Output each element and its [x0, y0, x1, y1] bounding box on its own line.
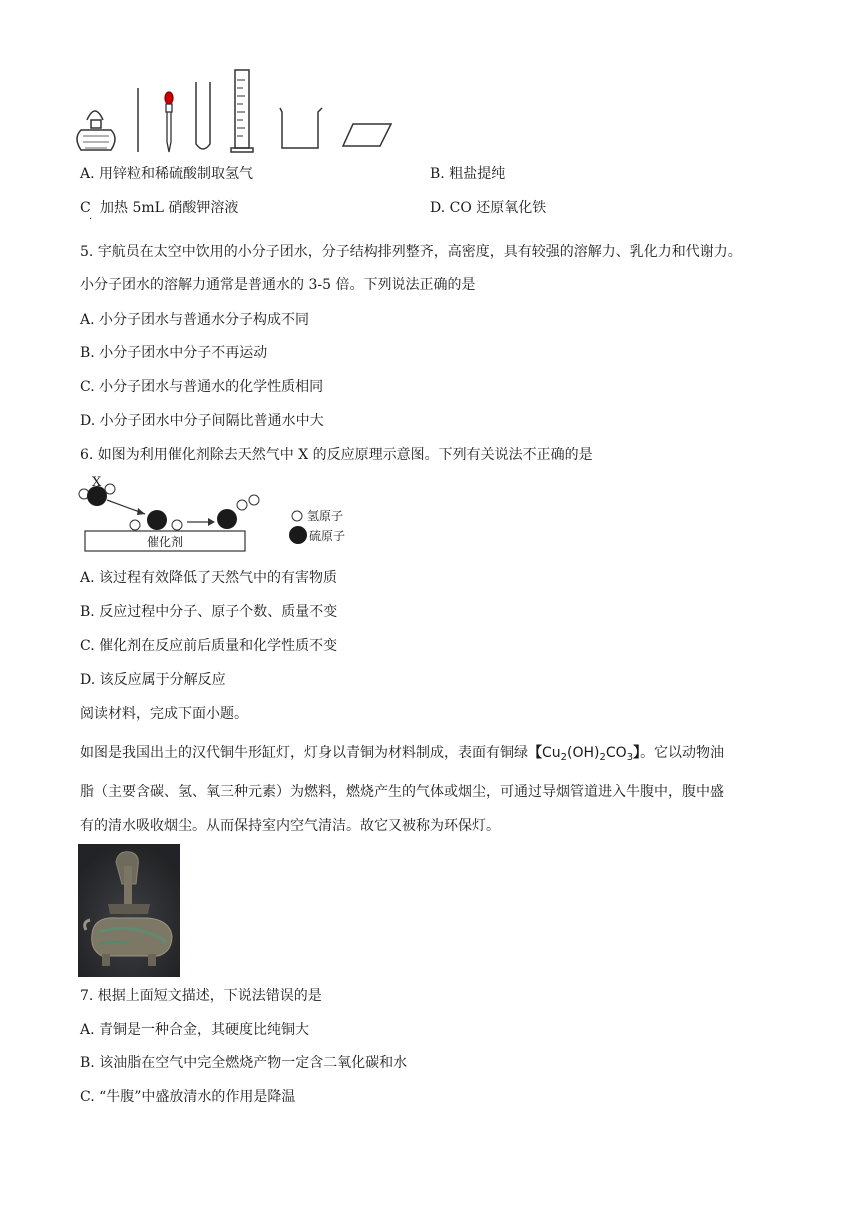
reading-paragraph-line3: 有的清水吸收烟尘。从而保持室内空气清洁。故它又被称为环保灯。	[80, 818, 500, 834]
q5-option-a: A. 小分子团水与普通水分子构成不同	[80, 312, 310, 328]
q5-stem-line2: 小分子团水的溶解力通常是普通水的 3-5 倍。下列说法正确的是	[80, 277, 476, 293]
q6-option-d: D. 该反应属于分解反应	[80, 672, 226, 688]
h-atom-5	[237, 500, 247, 510]
beaker-icon	[280, 108, 322, 148]
legend-h-label: 氢原子	[307, 509, 344, 523]
q4-option-d: D. CO 还原氧化铁	[430, 200, 547, 216]
reading-intro: 阅读材料，完成下面小题。	[80, 706, 248, 722]
catalyst-reaction-diagram	[75, 474, 375, 558]
q4-option-c: 加热 5mL 硝酸钾溶液	[100, 200, 239, 216]
bronze-ox-lamp-photo	[78, 844, 180, 977]
q7-stem: 7. 根据上面短文描述，下说法错误的是	[80, 988, 322, 1004]
q4-option-c-letter: C	[80, 200, 91, 216]
q7-option-b: B. 该油脂在空气中完全燃烧产物一定含二氧化碳和水	[80, 1055, 408, 1071]
q4-option-b: B. 粗盐提纯	[430, 166, 506, 182]
bracket-open: 【	[528, 745, 542, 761]
q7-option-c: C. “牛腹”中盛放清水的作用是降温	[80, 1089, 296, 1105]
h-atom-6	[249, 495, 259, 505]
q5-option-b: B. 小分子团水中分子不再运动	[80, 345, 268, 361]
bracket-close: 】	[633, 745, 641, 761]
para1-text-a: 如图是我国出土的汉代铜牛形缸灯，灯身以青铜为材料制成，表面有铜绿	[80, 745, 528, 761]
reading-paragraph-line1	[80, 743, 724, 768]
copper-formula: $Cu_2(OH)_2CO_3$	[542, 745, 634, 763]
q7-option-a: A. 青铜是一种合金，其硬度比纯铜大	[80, 1022, 310, 1038]
q5-option-d: D. 小分子团水中分子间隔比普通水中大	[80, 413, 324, 429]
test-tube-icon	[196, 82, 210, 149]
q5-option-c: C. 小分子团水与普通水的化学性质相同	[80, 379, 324, 395]
para1-text-b: 。它以动物油	[640, 745, 725, 761]
option-c-dot: ·	[89, 214, 93, 225]
q4-option-a: A. 用锌粒和稀硫酸制取氢气	[80, 166, 254, 182]
graduated-cylinder-icon	[231, 70, 253, 152]
s-atom-2	[147, 510, 167, 530]
q6-option-b: B. 反应过程中分子、原子个数、质量不变	[80, 604, 338, 620]
legend-s-label: 硫原子	[309, 529, 346, 543]
dropper-icon	[165, 92, 173, 152]
x-label: X	[92, 475, 102, 490]
lab-apparatus-figure	[75, 62, 400, 157]
h-atom-3	[130, 520, 140, 530]
q6-option-a: A. 该过程有效降低了天然气中的有害物质	[80, 570, 338, 586]
q6-option-c: C. 催化剂在反应前后质量和化学性质不变	[80, 638, 338, 654]
q6-stem: 6. 如图为利用催化剂除去天然气中 X 的反应原理示意图。下列有关说法不正确的是	[80, 447, 593, 463]
reading-paragraph-line2: 脂（主要含碳、氢、氧三种元素）为燃料，燃烧产生的气体或烟尘，可通过导烟管道进入牛腹中，腹中盛	[80, 784, 724, 800]
h-atom-2	[105, 484, 115, 494]
legend-s-icon	[289, 526, 307, 544]
alcohol-lamp-icon	[77, 111, 115, 150]
s-atom-3	[217, 509, 237, 529]
legend-h-icon	[292, 511, 302, 521]
catalyst-label: 催化剂	[147, 535, 184, 549]
filter-paper-icon	[343, 124, 391, 146]
h-atom-4	[172, 520, 182, 530]
q5-stem-line1: 5. 宇航员在太空中饮用的小分子团水，分子结构排列整齐，高密度，具有较强的溶解力、乳化力和代谢力。	[80, 244, 742, 260]
